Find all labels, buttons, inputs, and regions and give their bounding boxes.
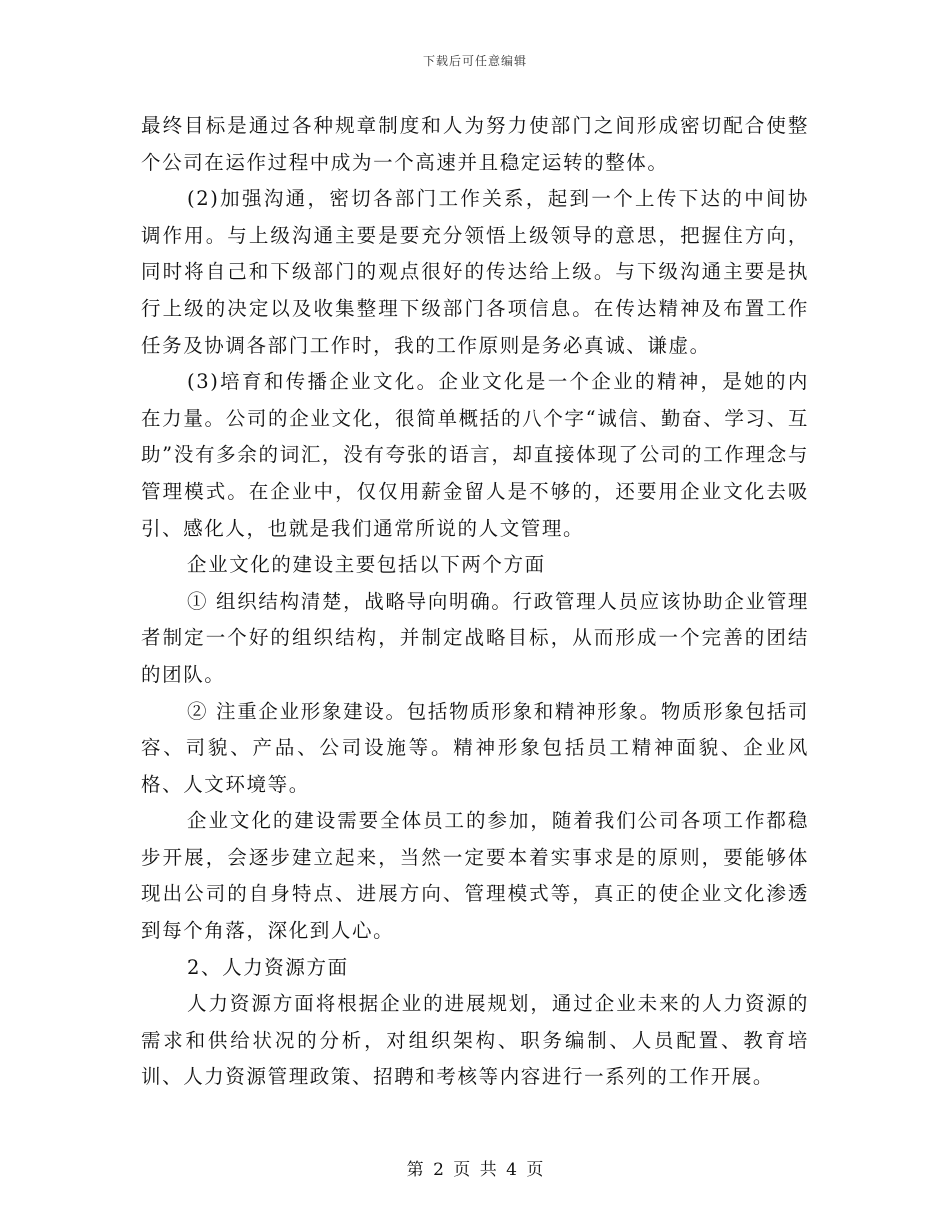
paragraph-corporate-culture: (3)培育和传播企业文化。企业文化是一个企业的精神，是她的内在力量。公司的企业文化，很简单概括的八个字“诚信、勤奋、学习、互助”没有多余的词汇，没有夸张的语言，却直接体现了公司的工作理念与管理模式。在企业中，仅仅用薪金留人是不够的，还要用企业文化去吸引、感化人，也就是我们通常所说的人文管理。 bbox=[141, 370, 809, 540]
page-header: 下载后可任意编辑 bbox=[422, 54, 527, 68]
page-footer: 第 2 页 共 4 页 bbox=[406, 1160, 544, 1180]
paragraph-communication: (2)加强沟通，密切各部门工作关系，起到一个上传下达的中间协调作用。与上级沟通主要是要充分领悟上级领导的意思，把握住方向，同时将自己和下级部门的观点很好的传达给上级。与下级沟通主要是执行上级的决定以及收集整理下级部门各项信息。在传达精神及布置工作任务及协调各部门工作时，我的工作原则是务必真诚、谦虚。 bbox=[141, 187, 809, 357]
section-heading-human-resources: 2、人力资源方面 bbox=[187, 955, 349, 979]
paragraph-human-resources: 人力资源方面将根据企业的进展规划，通过企业未来的人力资源的需求和供给状况的分析，对组织架构、职务编制、人员配置、教育培训、人力资源管理政策、招聘和考核等内容进行一系列的工作开展。 bbox=[141, 992, 809, 1089]
paragraph-organization-structure: ① 组织结构清楚，战略导向明确。行政管理人员应该协助企业管理者制定一个好的组织结构，并制定战略目标，从而形成一个完善的团结的团队。 bbox=[141, 589, 809, 686]
paragraph-culture-aspects-intro: 企业文化的建设主要包括以下两个方面 bbox=[187, 553, 546, 577]
paragraph-continuation: 最终目标是通过各种规章制度和人为努力使部门之间形成密切配合使整个公司在运作过程中成为一个高速并且稳定运转的整体。 bbox=[141, 114, 809, 174]
paragraph-culture-building: 企业文化的建设需要全体员工的参加，随着我们公司各项工作都稳步开展，会逐步建立起来，当然一定要本着实事求是的原则，要能够体现出公司的自身特点、进展方向、管理模式等，真正的使企业文化渗透到每个角落，深化到人心。 bbox=[141, 809, 809, 943]
document-body bbox=[141, 108, 809, 1096]
paragraph-corporate-image: ② 注重企业形象建设。包括物质形象和精神形象。物质形象包括司容、司貌、产品、公司设施等。精神形象包括员工精神面貌、企业风格、人文环境等。 bbox=[141, 699, 809, 796]
